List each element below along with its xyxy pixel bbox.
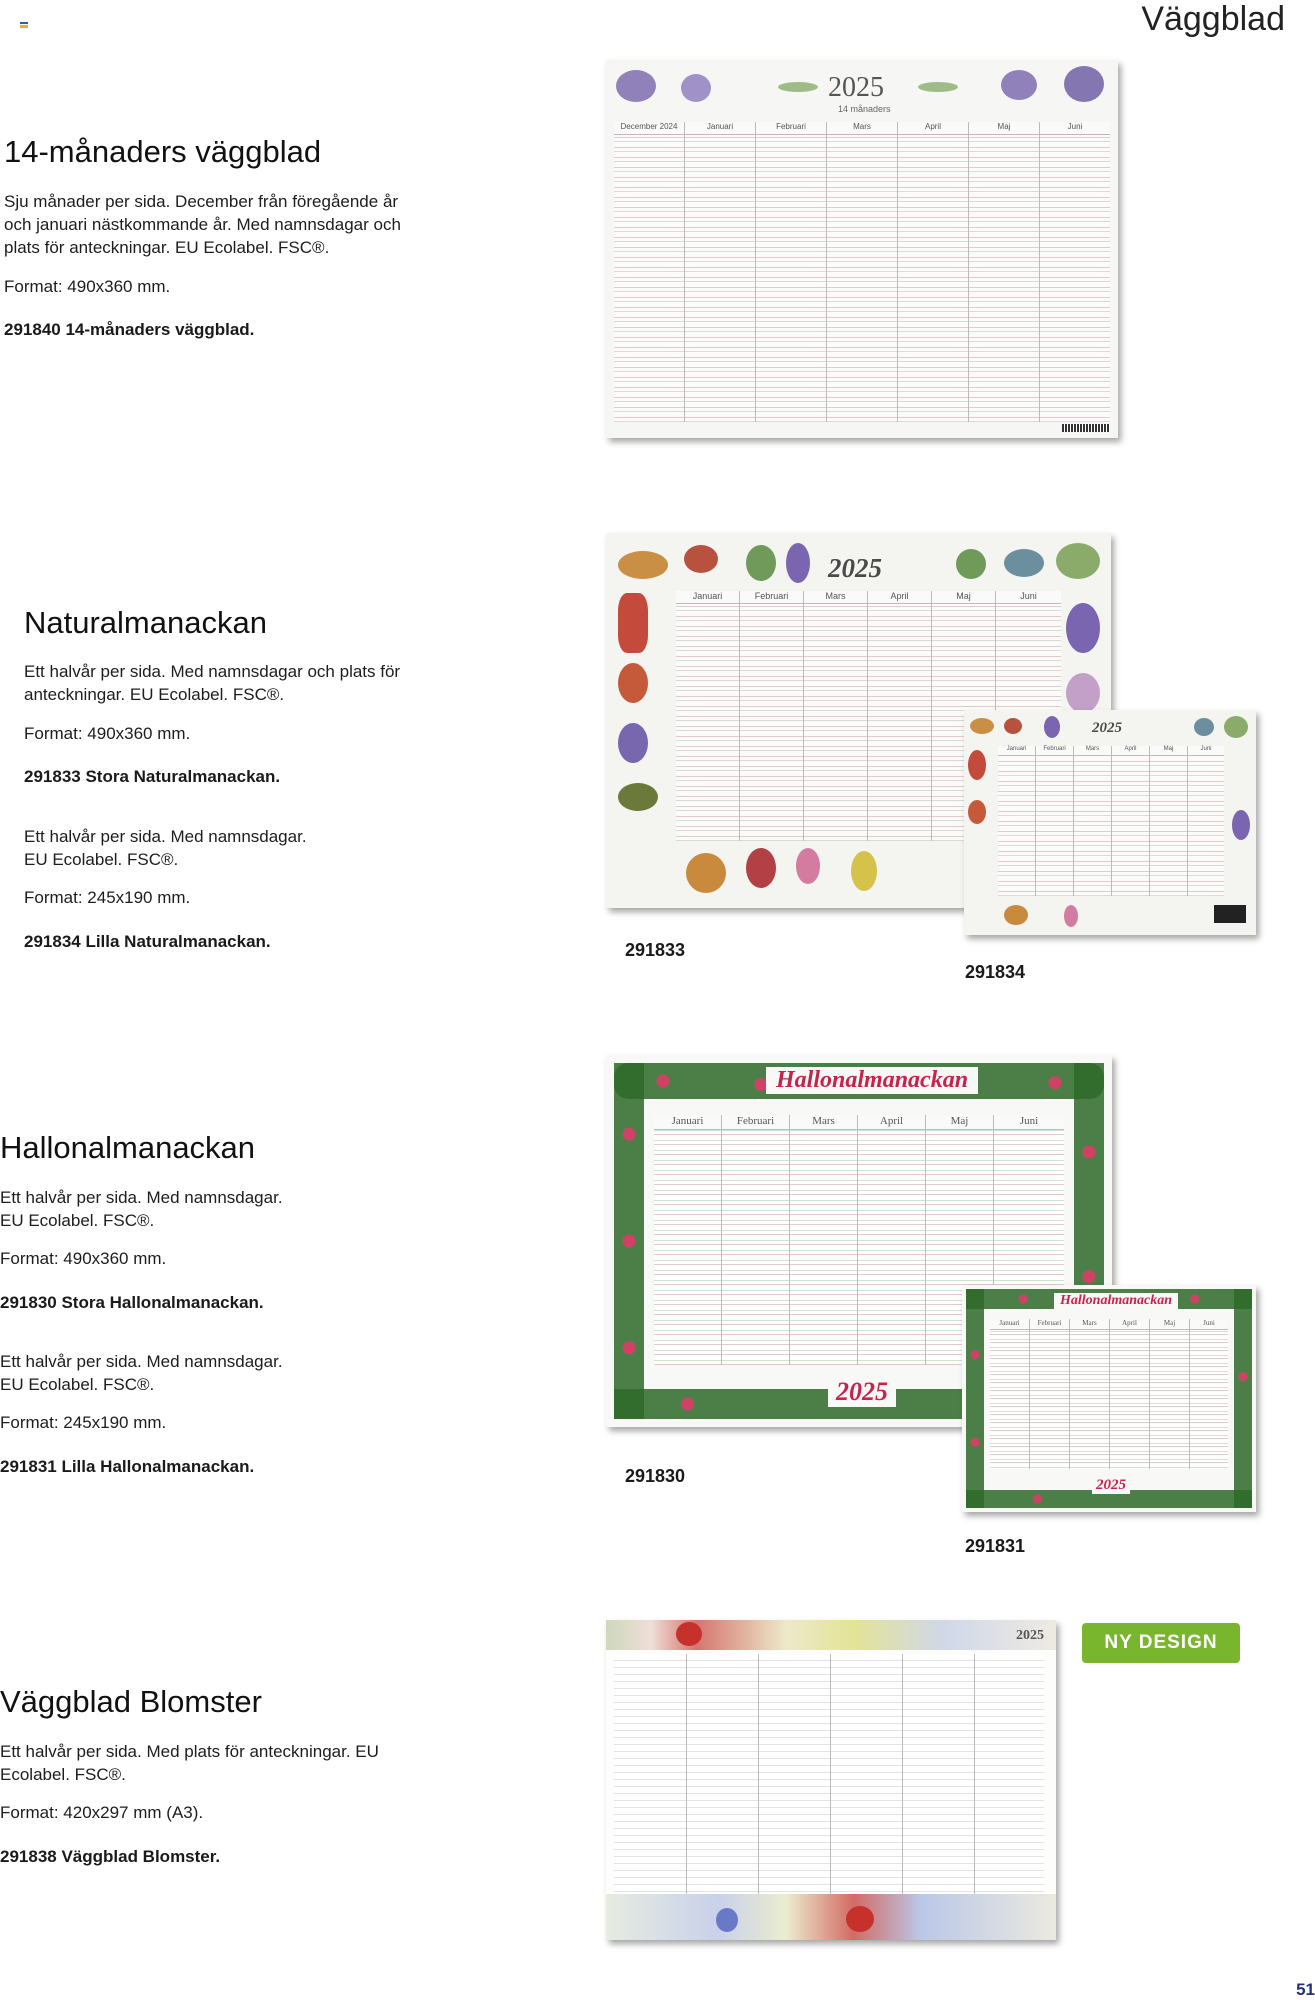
wildflower-border-top bbox=[606, 1620, 1056, 1650]
product-description-small: Ett halvår per sida. Med namnsdagar. EU Ecolabel. FSC®. bbox=[24, 827, 307, 869]
month-header: Februari bbox=[756, 122, 826, 135]
calendar-year: 2025 bbox=[828, 553, 882, 583]
product-description-small: Ett halvår per sida. Med namnsdagar. EU Ecolabel. FSC®. bbox=[0, 1352, 283, 1394]
cornflower-image bbox=[716, 1908, 738, 1932]
month-header: April bbox=[868, 591, 931, 604]
product-article-small: 291831 Lilla Hallonalmanackan. bbox=[0, 1457, 255, 1476]
violet-flower-image bbox=[1064, 66, 1104, 102]
calendar-image-291840 bbox=[606, 60, 1118, 438]
month-header: Juni bbox=[1188, 746, 1224, 756]
calendar-grid bbox=[990, 1319, 1228, 1469]
bird-image bbox=[618, 783, 658, 811]
mushroom-image bbox=[968, 800, 986, 824]
crocus-image bbox=[1232, 810, 1250, 840]
calendar-subtitle: 14 månaders bbox=[838, 104, 891, 114]
calendar-year: 2025 bbox=[828, 1377, 896, 1407]
month-header: Juni bbox=[1190, 1319, 1228, 1330]
rowan-berries-image bbox=[618, 593, 648, 653]
fox-image bbox=[686, 853, 726, 893]
product-format: Format: 490x360 mm. bbox=[0, 1249, 167, 1268]
image-caption: 291830 bbox=[625, 1466, 686, 1486]
flower-image bbox=[851, 851, 877, 891]
flower-image bbox=[1064, 905, 1078, 927]
month-header: Maj bbox=[932, 591, 995, 604]
fox-image bbox=[1004, 905, 1028, 925]
calendar-image-291834 bbox=[964, 710, 1256, 935]
month-header: Januari bbox=[654, 1115, 721, 1130]
poppy-image bbox=[676, 1622, 702, 1646]
product-description: Ett halvår per sida. Med plats för anteckningar. EU Ecolabel. FSC®. bbox=[0, 1742, 379, 1784]
product-format-small: Format: 245x190 mm. bbox=[0, 1413, 167, 1432]
month-header: April bbox=[898, 122, 968, 135]
product-title: Naturalmanackan bbox=[24, 605, 267, 640]
product-format: Format: 490x360 mm. bbox=[24, 724, 191, 743]
crocus-image bbox=[786, 543, 810, 583]
image-caption: 291834 bbox=[965, 962, 1026, 982]
raspberry-vine-border bbox=[966, 1289, 984, 1508]
violet-flower-image bbox=[1001, 70, 1037, 100]
product-title: Väggblad Blomster bbox=[0, 1684, 262, 1719]
plant-image bbox=[746, 545, 776, 581]
mushroom-image bbox=[618, 551, 668, 579]
month-header: Mars bbox=[1074, 746, 1111, 756]
image-caption: 291831 bbox=[965, 1536, 1026, 1556]
product-title: 14-månaders väggblad bbox=[4, 134, 322, 169]
product-article: 291833 Stora Naturalmanackan. bbox=[24, 767, 281, 786]
month-header: Januari bbox=[998, 746, 1035, 756]
new-design-badge: NY DESIGN bbox=[1082, 1623, 1240, 1663]
month-header: Maj bbox=[969, 122, 1039, 135]
product-description: Ett halvår per sida. Med namnsdagar. EU Ecolabel. FSC®. bbox=[0, 1188, 283, 1230]
month-header: Mars bbox=[827, 122, 897, 135]
leaf-image bbox=[778, 82, 818, 92]
raspberry-vine-border bbox=[614, 1063, 644, 1419]
month-header: Februari bbox=[740, 591, 803, 604]
leaf-image bbox=[918, 82, 958, 92]
month-header: Februari bbox=[1036, 746, 1073, 756]
violet-flower-image bbox=[681, 74, 711, 102]
violet-flower-image bbox=[616, 70, 656, 102]
calendar-year: 2025 bbox=[828, 72, 884, 103]
bird-image bbox=[684, 545, 718, 573]
rowan-berries-image bbox=[968, 750, 986, 780]
calendar-grid bbox=[998, 746, 1224, 896]
month-header: Januari bbox=[685, 122, 755, 135]
month-header: Juni bbox=[996, 591, 1061, 604]
brand-logo-mark bbox=[20, 22, 28, 28]
crocus-image bbox=[1066, 603, 1100, 653]
calendar-title: Hallonalmanackan bbox=[766, 1067, 978, 1094]
calendar-grid bbox=[614, 1654, 1044, 1894]
calendar-grid bbox=[614, 122, 1110, 422]
product-description: Ett halvår per sida. Med namnsdagar och plats för anteckningar. EU Ecolabel. FSC®. bbox=[24, 662, 401, 704]
flower-image bbox=[746, 848, 776, 888]
plant-image bbox=[956, 549, 986, 579]
month-header: Maj bbox=[1150, 746, 1187, 756]
month-header: Juni bbox=[1040, 122, 1110, 135]
flower-image bbox=[1066, 673, 1100, 713]
calendar-image-291831 bbox=[962, 1285, 1256, 1512]
product-article: 291840 14-månaders väggblad. bbox=[4, 320, 255, 339]
month-header: Mars bbox=[1070, 1319, 1109, 1330]
product-title: Hallonalmanackan bbox=[0, 1130, 256, 1165]
crocus-image bbox=[1044, 716, 1060, 738]
month-header: Februari bbox=[722, 1115, 789, 1130]
flower-image bbox=[796, 848, 820, 884]
image-caption: 291833 bbox=[625, 940, 686, 960]
wildflower-border-bottom bbox=[606, 1894, 1056, 1940]
product-format-small: Format: 245x190 mm. bbox=[24, 888, 191, 907]
month-header: Maj bbox=[1150, 1319, 1189, 1330]
calendar-year: 2025 bbox=[1092, 1477, 1130, 1494]
barcode bbox=[1062, 424, 1110, 432]
bird-image bbox=[1194, 718, 1214, 736]
product-article: 291830 Stora Hallonalmanackan. bbox=[0, 1293, 264, 1312]
section-title: Väggblad bbox=[1141, 0, 1285, 38]
calendar-year: 2025 bbox=[1092, 720, 1122, 736]
calendar-year: 2025 bbox=[1016, 1628, 1044, 1643]
ecolabel-logo bbox=[1214, 905, 1246, 923]
month-header: Maj bbox=[926, 1115, 993, 1130]
month-header: Mars bbox=[804, 591, 867, 604]
mushroom-image bbox=[970, 718, 994, 734]
month-header: Januari bbox=[990, 1319, 1029, 1330]
month-header: Februari bbox=[1030, 1319, 1069, 1330]
month-header: December 2024 bbox=[614, 122, 684, 135]
bird-image bbox=[1004, 549, 1044, 577]
mushroom-image bbox=[618, 663, 648, 703]
product-article-small: 291834 Lilla Naturalmanackan. bbox=[24, 932, 271, 951]
month-header: April bbox=[1110, 1319, 1149, 1330]
bird-image bbox=[1004, 718, 1022, 734]
page-number: 51 bbox=[1296, 1980, 1315, 1999]
month-header: Juni bbox=[994, 1115, 1064, 1130]
violet-flower-image bbox=[618, 723, 648, 763]
plant-image bbox=[1224, 716, 1248, 738]
product-format: Format: 490x360 mm. bbox=[4, 277, 171, 296]
month-header: Januari bbox=[676, 591, 739, 604]
calendar-title: Hallonalmanackan bbox=[1054, 1293, 1178, 1309]
poppy-image bbox=[846, 1906, 874, 1932]
month-header: Mars bbox=[790, 1115, 857, 1130]
month-header: April bbox=[858, 1115, 925, 1130]
plant-image bbox=[1056, 543, 1100, 579]
product-article: 291838 Väggblad Blomster. bbox=[0, 1847, 221, 1866]
raspberry-vine-border bbox=[1234, 1289, 1252, 1508]
month-header: April bbox=[1112, 746, 1149, 756]
product-format: Format: 420x297 mm (A3). bbox=[0, 1803, 204, 1822]
product-description: Sju månader per sida. December från föregående år och januari nästkommande år. Med namnsdagar och plats för anteckningar. EU Ecolabel. FSC®. bbox=[4, 192, 401, 257]
calendar-image-291838 bbox=[606, 1620, 1056, 1940]
